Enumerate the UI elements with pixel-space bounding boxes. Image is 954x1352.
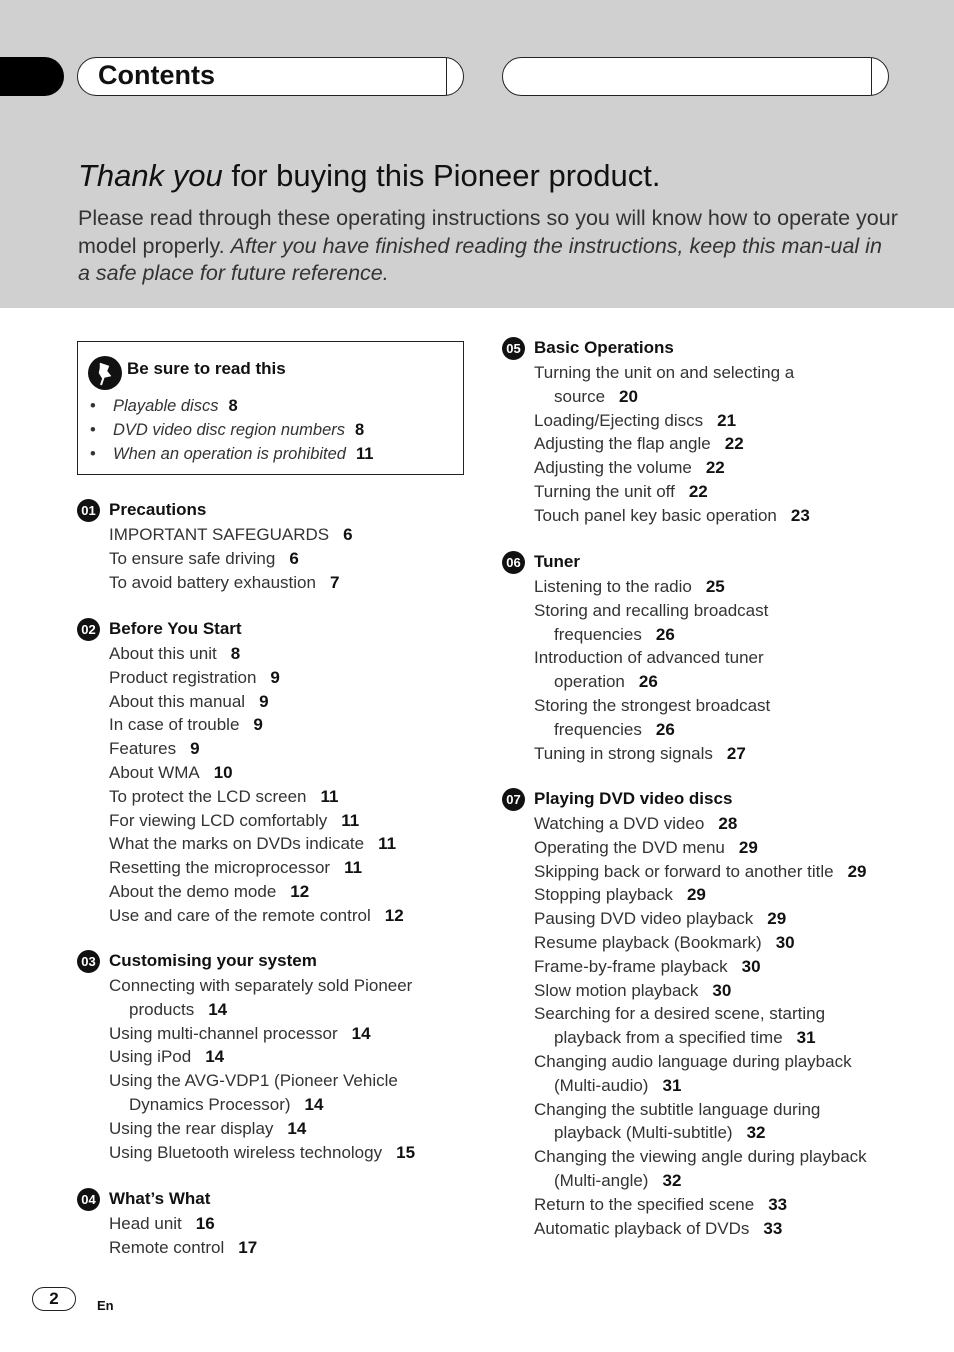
intro-italic: After you have finished reading the instructions, keep this man-ual in a safe place for future reference. <box>78 233 882 285</box>
section-title: Tuner <box>534 552 580 571</box>
section-number-badge: 02 <box>77 618 100 641</box>
toc-entry-page: 33 <box>763 1218 783 1238</box>
intro-paragraph <box>78 205 898 288</box>
toc-entry[interactable] <box>502 1193 942 1217</box>
toc-entry-cont-text: playback (Multi-subtitle) <box>554 1123 733 1143</box>
toc-entry[interactable] <box>77 571 457 595</box>
section-number-badge: 06 <box>502 551 525 574</box>
toc-entry[interactable] <box>77 690 457 714</box>
toc-entry-page: 22 <box>688 481 708 501</box>
toc-entry-text: To avoid battery exhaustion <box>109 572 316 592</box>
toc-entry-text: Adjusting the volume <box>534 458 692 478</box>
toc-entry-cont-text: (Multi-audio) <box>554 1075 649 1095</box>
read-this-item-page: 8 <box>355 421 365 439</box>
toc-entry[interactable] <box>77 642 457 666</box>
toc-entry-text: Operating the DVD menu <box>534 837 725 857</box>
toc-entry-text: Introduction of advanced tuner <box>534 648 764 668</box>
toc-entry-text: Pausing DVD video playback <box>534 909 754 929</box>
toc-entry-page: 22 <box>724 434 744 454</box>
toc-entry-text: Adjusting the flap angle <box>534 434 711 454</box>
toc-entry[interactable] <box>502 504 942 528</box>
toc-section-tuner <box>502 551 942 765</box>
toc-section-before-you-start <box>77 618 457 928</box>
toc-entry-page: 32 <box>662 1170 682 1190</box>
bullet: • <box>90 397 96 415</box>
toc-entry-text: Searching for a desired scene, starting <box>534 1004 826 1024</box>
toc-entry-text: What the marks on DVDs indicate <box>109 834 365 854</box>
toc-entry[interactable] <box>77 737 457 761</box>
toc-entry-page: 21 <box>717 410 737 430</box>
toc-entry[interactable] <box>502 836 942 860</box>
section-title: Basic Operations <box>534 338 674 357</box>
language-code: En <box>97 1298 114 1313</box>
toc-entry[interactable] <box>77 1212 457 1236</box>
toc-section-customising <box>77 950 457 1164</box>
toc-section-precautions <box>77 499 457 594</box>
toc-entry-cont-text: Dynamics Processor) <box>129 1094 291 1114</box>
toc-entry[interactable] <box>502 1050 942 1098</box>
read-this-item-text: When an operation is prohibited <box>113 445 346 463</box>
toc-entry-text: Using multi-channel processor <box>109 1023 338 1043</box>
toc-entry[interactable] <box>77 1141 457 1165</box>
page-title: Contents <box>98 60 215 90</box>
toc-entry-page: 14 <box>304 1094 324 1114</box>
toc-entry[interactable] <box>77 523 457 547</box>
toc-entry-cont-text: (Multi-angle) <box>554 1170 649 1190</box>
section-title: Precautions <box>109 500 207 519</box>
toc-section-basic-operations <box>502 337 942 528</box>
section-heading[interactable] <box>502 551 942 575</box>
toc-entry-text: Features <box>109 739 177 759</box>
toc-entry-text: Return to the specified scene <box>534 1194 755 1214</box>
toc-entry-text: Frame-by-frame playback <box>534 956 728 976</box>
toc-entry-text: Stopping playback <box>534 885 673 905</box>
toc-entry-text: Using Bluetooth wireless technology <box>109 1142 383 1162</box>
read-this-item[interactable] <box>90 442 373 466</box>
section-heading[interactable] <box>77 1188 457 1212</box>
toc-entry-page: 14 <box>287 1118 307 1138</box>
toc-entry-page: 30 <box>712 980 732 1000</box>
toc-entry-page: 17 <box>238 1237 258 1257</box>
toc-entry-continuation <box>534 670 942 694</box>
toc-entry-text: Using the AVG-VDP1 (Pioneer Vehicle <box>109 1071 398 1091</box>
toc-entry-page: 29 <box>738 837 758 857</box>
toc-entry-page: 30 <box>775 932 795 952</box>
toc-entry[interactable] <box>77 1236 457 1260</box>
toc-entry-page: 29 <box>686 885 706 905</box>
toc-entry[interactable] <box>502 480 942 504</box>
read-this-item-text: DVD video disc region numbers <box>113 421 346 439</box>
read-this-item-page: 11 <box>355 445 374 463</box>
toc-entry-page: 31 <box>662 1075 682 1095</box>
section-heading[interactable] <box>77 618 457 642</box>
toc-entry[interactable] <box>502 979 942 1003</box>
section-number-badge: 03 <box>77 950 100 973</box>
contents-title-frame <box>77 57 464 96</box>
page-number: 2 <box>32 1287 76 1311</box>
toc-entry[interactable] <box>502 812 942 836</box>
bullet: • <box>90 421 96 439</box>
toc-entry-text: Use and care of the remote control <box>109 905 371 925</box>
toc-entry-continuation <box>109 1093 457 1117</box>
toc-entry[interactable] <box>77 832 457 856</box>
toc-entry-page: 26 <box>655 719 675 739</box>
toc-entry-page: 9 <box>253 715 263 735</box>
read-this-item-text: Playable discs <box>113 397 219 415</box>
toc-entry-text: Product registration <box>109 667 257 687</box>
section-title: Customising your system <box>109 951 317 970</box>
section-number-badge: 05 <box>502 337 525 360</box>
toc-entry[interactable] <box>502 931 942 955</box>
toc-entry-page: 16 <box>195 1214 215 1233</box>
read-this-item-page: 8 <box>228 397 238 415</box>
toc-entry-page: 22 <box>705 458 725 478</box>
toc-entry-page: 14 <box>208 999 228 1019</box>
intro-plain: Please read through these operating instructions so you will know how to operate your model properly. <box>78 206 898 258</box>
toc-entry[interactable] <box>502 1098 942 1146</box>
toc-entry-page: 11 <box>341 810 360 830</box>
toc-entry-text: About WMA <box>109 762 200 782</box>
toc-entry-page: 30 <box>741 956 761 976</box>
toc-entry-continuation <box>534 385 942 409</box>
header-band <box>0 0 954 308</box>
toc-entry[interactable] <box>502 409 942 433</box>
toc-entry-text: Storing and recalling broadcast <box>534 600 769 620</box>
toc-entry[interactable] <box>502 599 942 647</box>
read-this-title: Be sure to read this <box>127 359 286 378</box>
frame-divider <box>871 58 872 95</box>
toc-entry[interactable] <box>502 456 942 480</box>
toc-entry-page: 6 <box>289 548 299 568</box>
toc-entry-text: About the demo mode <box>109 881 277 901</box>
toc-entry-page: 12 <box>290 881 310 901</box>
toc-entry-text: Tuning in strong signals <box>534 743 713 763</box>
toc-entry-page: 9 <box>259 691 269 711</box>
toc-entry-continuation <box>534 1074 942 1098</box>
toc-entry-page: 26 <box>638 672 658 692</box>
toc-entry[interactable] <box>77 1045 457 1069</box>
toc-entry[interactable] <box>502 361 942 409</box>
toc-entry[interactable] <box>502 575 942 599</box>
toc-entry[interactable] <box>77 1117 457 1141</box>
toc-entry-text: Listening to the radio <box>534 577 692 596</box>
toc-entry-cont-text: source <box>554 386 606 406</box>
toc-entry[interactable] <box>77 856 457 880</box>
toc-entry[interactable] <box>77 785 457 809</box>
toc-entry-page: 12 <box>384 905 404 925</box>
toc-entry-cont-text: products <box>129 999 195 1019</box>
toc-entry-text: To ensure safe driving <box>109 548 276 568</box>
section-heading[interactable] <box>502 337 942 361</box>
read-this-box <box>77 341 464 475</box>
toc-entry-page: 27 <box>726 743 746 763</box>
toc-entry[interactable] <box>502 1002 942 1050</box>
toc-entry[interactable] <box>502 883 942 907</box>
toc-entry-page: 9 <box>190 739 200 759</box>
section-number-badge: 04 <box>77 1188 100 1211</box>
read-this-list <box>90 394 373 466</box>
toc-section-playing-dvd <box>502 788 942 1240</box>
toc-entry-text: Changing audio language during playback <box>534 1051 852 1071</box>
toc-entry-continuation <box>534 718 942 742</box>
thank-you-heading <box>78 158 660 194</box>
empty-title-frame <box>502 57 889 96</box>
toc-entry-text: Using iPod <box>109 1047 192 1067</box>
toc-section-whats-what <box>77 1188 457 1260</box>
toc-entry-text: Watching a DVD video <box>534 814 705 833</box>
section-heading[interactable] <box>77 499 457 523</box>
toc-entry-page: 14 <box>205 1047 225 1067</box>
toc-entry[interactable] <box>77 666 457 690</box>
section-heading[interactable] <box>502 788 942 812</box>
toc-entry[interactable] <box>502 432 942 456</box>
toc-entry-cont-text: frequencies <box>554 624 642 644</box>
toc-entry-page: 23 <box>790 505 810 525</box>
toc-entry-page: 33 <box>768 1194 788 1214</box>
toc-entry-page: 11 <box>378 834 397 854</box>
pushpin-icon <box>88 356 122 390</box>
read-this-item[interactable] <box>90 418 373 442</box>
toc-entry-text: About this unit <box>109 644 217 663</box>
toc-entry[interactable] <box>502 1145 942 1193</box>
toc-entry-text: Storing the strongest broadcast <box>534 695 771 715</box>
toc-entry[interactable] <box>77 761 457 785</box>
toc-entry[interactable] <box>77 713 457 737</box>
toc-entry-text: To protect the LCD screen <box>109 786 307 806</box>
frame-divider <box>446 58 447 95</box>
toc-entry-text: Turning the unit on and selecting a <box>534 363 795 382</box>
toc-entry-text: Head unit <box>109 1214 182 1233</box>
toc-entry[interactable] <box>77 547 457 571</box>
toc-entry-page: 10 <box>213 762 233 782</box>
toc-entry[interactable] <box>77 974 457 1022</box>
thank-you-rest: for buying this Pioneer product. <box>222 158 661 193</box>
toc-entry-text: Connecting with separately sold Pioneer <box>109 976 413 995</box>
toc-entry-text: Changing the subtitle language during <box>534 1099 821 1119</box>
toc-entry[interactable] <box>502 955 942 979</box>
toc-entry-page: 11 <box>344 858 363 878</box>
toc-entry-page: 6 <box>343 525 353 544</box>
toc-entry-page: 32 <box>746 1123 766 1143</box>
toc-entry-page: 28 <box>718 814 738 833</box>
section-heading[interactable] <box>77 950 457 974</box>
toc-entry-text: Loading/Ejecting discs <box>534 410 704 430</box>
toc-entry-continuation <box>534 1121 942 1145</box>
toc-entry-continuation <box>534 1169 942 1193</box>
toc-entry-page: 29 <box>767 909 787 929</box>
toc-entry-page: 25 <box>705 577 725 596</box>
toc-entry-page: 31 <box>796 1028 816 1048</box>
toc-entry-text: Remote control <box>109 1237 225 1257</box>
toc-entry-page: 29 <box>847 861 867 881</box>
toc-entry-text: In case of trouble <box>109 715 240 735</box>
toc-entry-page: 15 <box>396 1142 416 1162</box>
toc-entry[interactable] <box>502 694 942 742</box>
toc-entry-page: 7 <box>329 572 340 592</box>
read-this-item[interactable] <box>90 394 373 418</box>
toc-entry[interactable] <box>77 904 457 928</box>
toc-entry-continuation <box>109 998 457 1022</box>
toc-entry-page: 11 <box>320 786 339 806</box>
toc-entry-text: Slow motion playback <box>534 980 699 1000</box>
toc-entry-page: 14 <box>351 1023 371 1043</box>
toc-entry-text: About this manual <box>109 691 246 711</box>
toc-entry-cont-text: frequencies <box>554 719 642 739</box>
toc-entry[interactable] <box>77 809 457 833</box>
toc-entry[interactable] <box>502 1217 942 1241</box>
toc-entry-page: 20 <box>619 386 638 406</box>
toc-entry-page: 8 <box>230 644 241 663</box>
toc-entry-text: IMPORTANT SAFEGUARDS <box>109 525 330 544</box>
toc-entry-text: Touch panel key basic operation <box>534 505 777 525</box>
section-title: Playing DVD video discs <box>534 789 733 808</box>
toc-entry-cont-text: playback from a specified time <box>554 1028 783 1048</box>
toc-entry[interactable] <box>77 880 457 904</box>
toc-entry-text: Using the rear display <box>109 1118 274 1138</box>
toc-entry[interactable] <box>77 1022 457 1046</box>
section-title: Before You Start <box>109 619 242 638</box>
thank-you-italic: Thank you <box>78 158 223 193</box>
toc-entry-text: Turning the unit off <box>534 481 675 501</box>
toc-entry-cont-text: operation <box>554 672 625 692</box>
bullet: • <box>90 445 96 463</box>
toc-entry[interactable] <box>77 1069 457 1117</box>
toc-entry[interactable] <box>502 907 942 931</box>
toc-entry-page: 9 <box>270 667 280 687</box>
toc-entry[interactable] <box>502 742 942 766</box>
toc-entry-text: Resume playback (Bookmark) <box>534 932 762 952</box>
toc-entry-text: Resetting the microprocessor <box>109 858 331 878</box>
section-number-badge: 07 <box>502 788 525 811</box>
toc-entry-text: Changing the viewing angle during playback <box>534 1147 867 1167</box>
section-number-badge: 01 <box>77 499 100 522</box>
toc-entry-text: For viewing LCD comfortably <box>109 810 328 830</box>
toc-entry[interactable] <box>502 860 942 884</box>
toc-entry-text: Skipping back or forward to another title <box>534 861 834 881</box>
toc-entry-continuation <box>534 1026 942 1050</box>
toc-entry-continuation <box>534 623 942 647</box>
section-tab-marker <box>0 57 64 96</box>
section-title: What’s What <box>109 1189 211 1208</box>
toc-entry[interactable] <box>502 646 942 694</box>
toc-entry-page: 26 <box>655 624 675 644</box>
toc-entry-text: Automatic playback of DVDs <box>534 1218 750 1238</box>
